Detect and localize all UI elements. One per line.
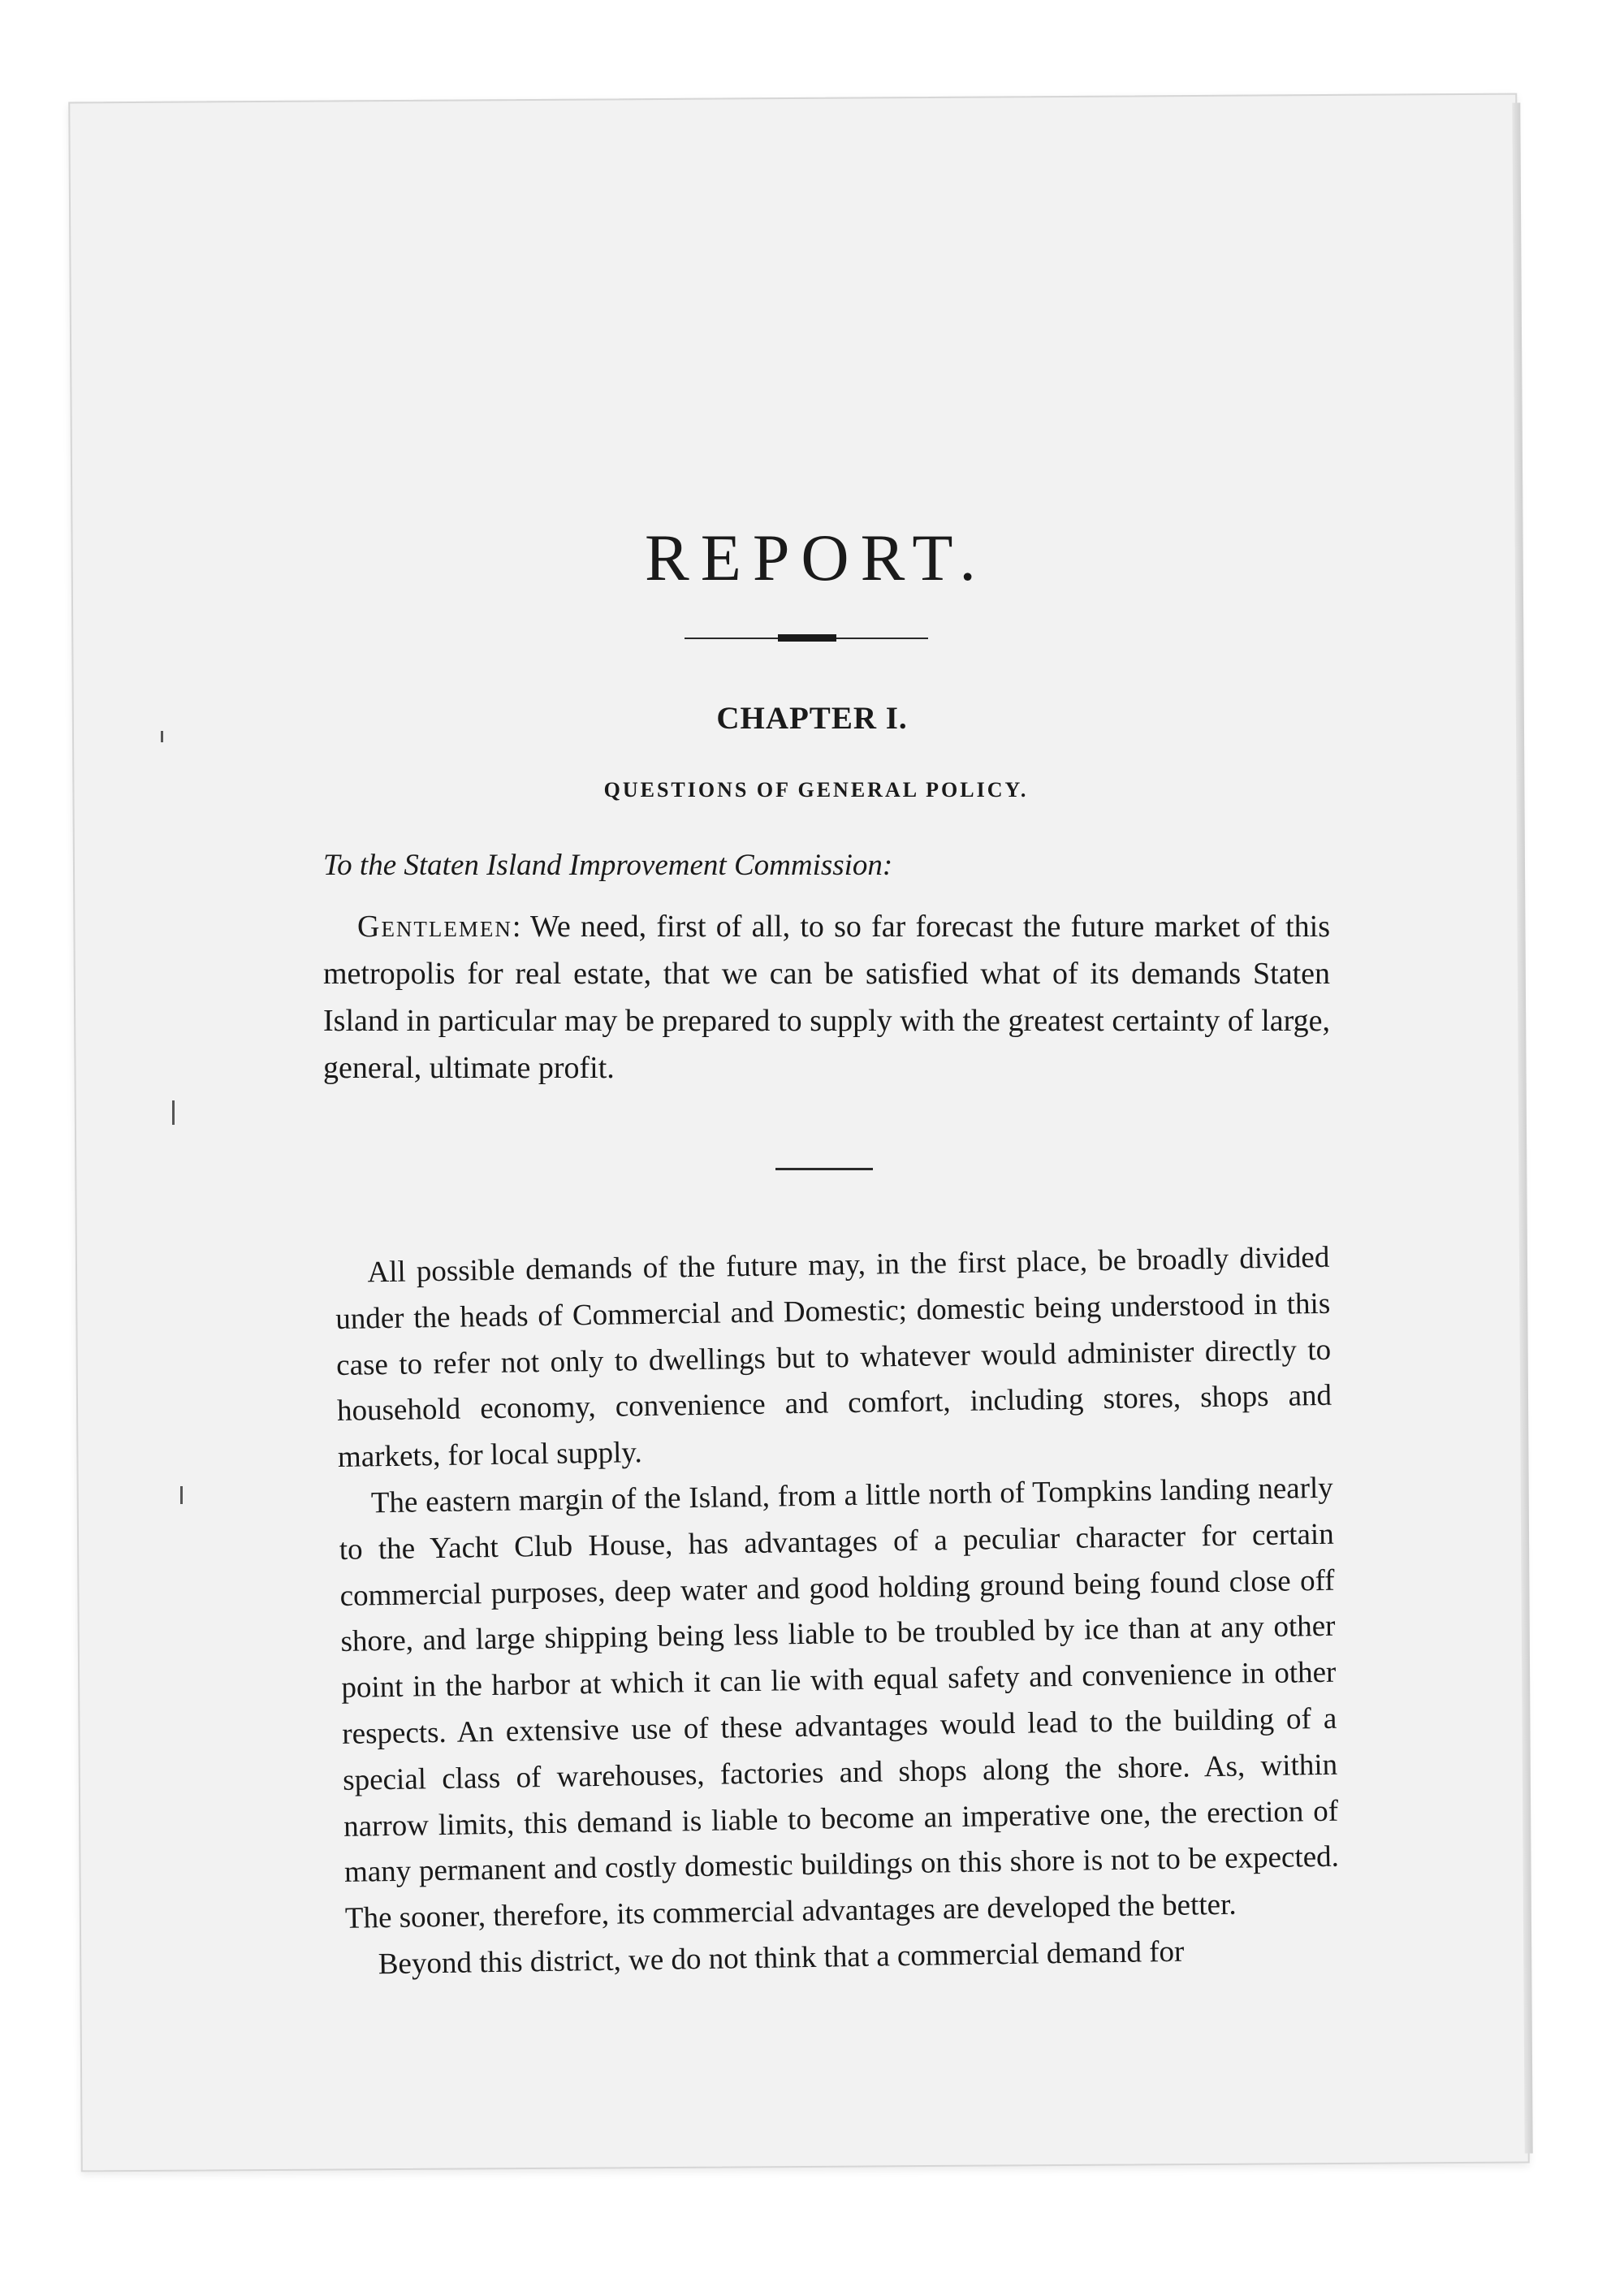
body-paragraph: All possible demands of the future may, in the first place, be broadly divided under the heads of Commercial and Domestic; domestic being understood in this case to refer not only to dwellings but to whatever would administer directly to household economy, convenience and comfort, including stores, shops and markets, for local supply. [335, 1240, 1332, 1475]
body-paragraph: The eastern margin of the Island, from a little north of Tompkins landing nearly to the Yacht Club House, has advantages of a peculiar character for certain commercial purposes, deep water and good holding ground being found close off shore, and large shipping being less liable to be troubled by ice than at any other point in the harbor at which it can lie with equal safety and convenience in other respects. An extensive use of these advantages would lead to the building of a special class of warehouses, factories and shops along the shore. As, within narrow limits, this demand is liable to become an imperative one, the erection of many permanent and costly domestic buildings on this shore is not to be expected. The sooner, therefore, its commercial advantages are developed the better. [339, 1471, 1340, 1936]
section-divider [775, 1168, 873, 1170]
opening-text: : We need, first of all, to so far forecast the future market of this metropolis for real estate, that we can be satisfied what of its demands Staten Island in particular may be prepared to supply with the greatest certainty of large, general, ultimate profit. [323, 910, 1330, 1085]
body-text [335, 1235, 1341, 1989]
opening-paragraph [323, 903, 1330, 1091]
salutation: To the Staten Island Improvement Commission: [323, 849, 893, 882]
chapter-subtitle: QUESTIONS OF GENERAL POLICY. [603, 778, 1029, 802]
body-paragraph: Beyond this district, we do not think that a commercial demand for [378, 1934, 1185, 1982]
opening-lead: Gentlemen [357, 910, 512, 944]
report-title: REPORT. [645, 521, 987, 594]
title-divider-ornament [778, 634, 836, 642]
chapter-heading: CHAPTER I. [716, 701, 908, 736]
